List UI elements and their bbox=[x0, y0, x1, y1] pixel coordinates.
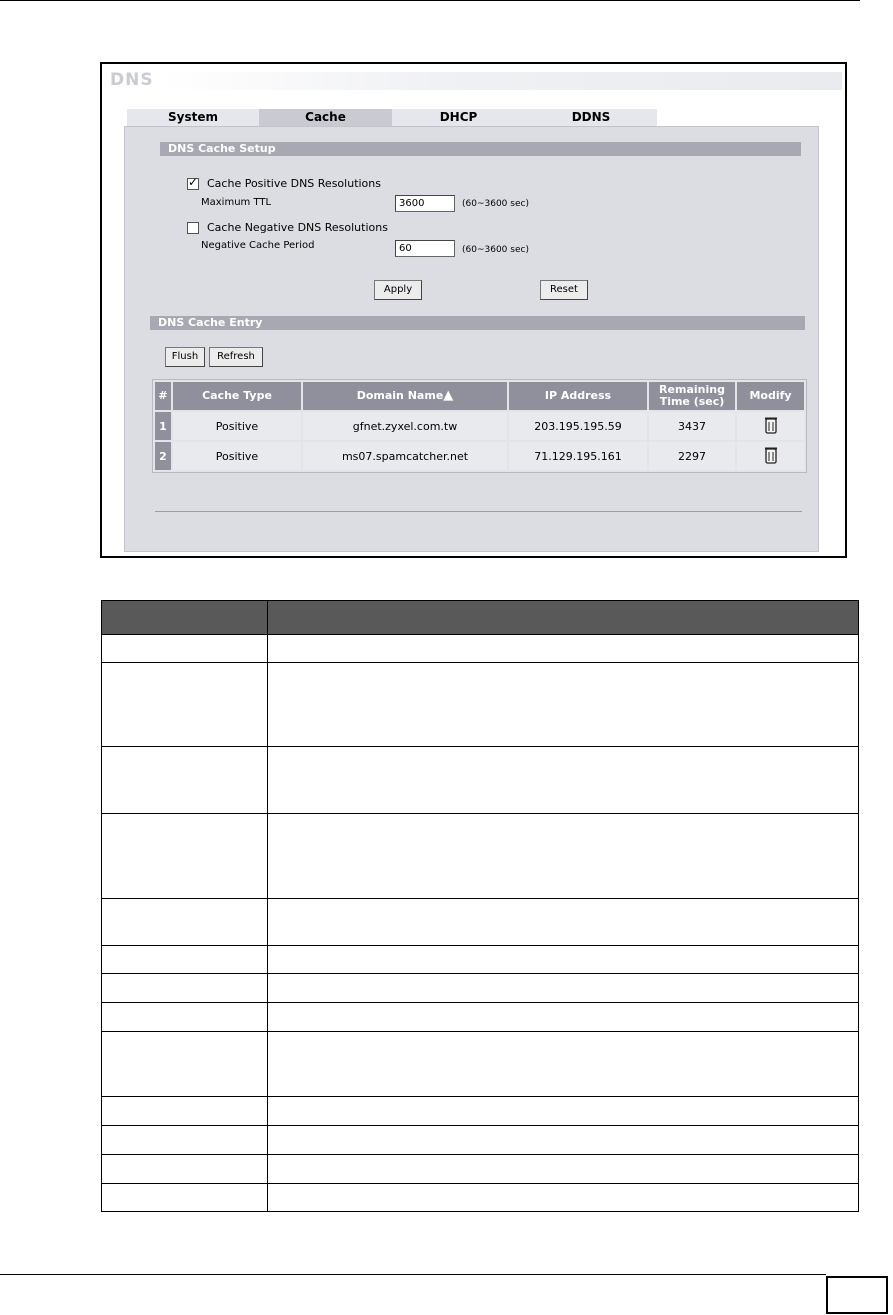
domain-name-cell: ms07.spamcatcher.net bbox=[303, 442, 507, 470]
desc-text-cell bbox=[268, 974, 859, 1003]
panel-divider bbox=[155, 511, 802, 512]
desc-label-cell bbox=[102, 747, 268, 814]
row-index: 1 bbox=[155, 412, 171, 440]
desc-label-cell bbox=[102, 1097, 268, 1126]
flush-button[interactable]: Flush bbox=[165, 347, 205, 367]
desc-row bbox=[102, 1184, 859, 1212]
domain-name-label: Domain Name bbox=[356, 389, 444, 402]
desc-row bbox=[102, 1032, 859, 1097]
desc-header-label bbox=[102, 601, 268, 635]
delete-icon[interactable] bbox=[764, 416, 778, 434]
max-ttl-input[interactable] bbox=[395, 195, 455, 212]
table-row bbox=[155, 412, 804, 440]
col-cache-type-header[interactable]: Cache Type bbox=[173, 382, 301, 410]
footer-rule bbox=[0, 1274, 826, 1275]
col-domain-name-header[interactable] bbox=[303, 382, 507, 410]
reset-button[interactable]: Reset bbox=[540, 280, 588, 300]
desc-row bbox=[102, 899, 859, 946]
screen-title: DNS bbox=[110, 70, 154, 90]
title-banner bbox=[162, 72, 842, 90]
desc-text-cell bbox=[268, 1184, 859, 1212]
max-ttl-range: (60~3600 sec) bbox=[462, 199, 529, 209]
desc-row bbox=[102, 1155, 859, 1184]
desc-text-cell bbox=[268, 635, 859, 663]
modify-cell bbox=[737, 412, 804, 440]
desc-label-cell bbox=[102, 946, 268, 974]
desc-label-cell bbox=[102, 1126, 268, 1155]
desc-row bbox=[102, 814, 859, 899]
remaining-time-cell: 2297 bbox=[649, 442, 735, 470]
cache-panel bbox=[124, 126, 819, 552]
tab-system[interactable]: System bbox=[127, 109, 259, 126]
desc-label-cell bbox=[102, 1003, 268, 1032]
desc-text-cell bbox=[268, 1032, 859, 1097]
negative-period-input[interactable] bbox=[395, 240, 455, 257]
check-mark-icon: ✓ bbox=[188, 175, 199, 189]
desc-row bbox=[102, 635, 859, 663]
tab-ddns[interactable]: DDNS bbox=[525, 109, 657, 126]
desc-header-description bbox=[268, 601, 859, 635]
domain-name-cell: gfnet.zyxel.com.tw bbox=[303, 412, 507, 440]
col-remaining-time-header[interactable] bbox=[649, 382, 735, 410]
desc-row bbox=[102, 663, 859, 747]
tab-bar bbox=[127, 109, 657, 126]
desc-label-cell bbox=[102, 1032, 268, 1097]
col-num-header: # bbox=[155, 382, 171, 410]
desc-label-cell bbox=[102, 974, 268, 1003]
desc-row bbox=[102, 946, 859, 974]
negative-period-label: Negative Cache Period bbox=[201, 240, 315, 251]
cache-positive-label: Cache Positive DNS Resolutions bbox=[207, 177, 381, 190]
desc-text-cell bbox=[268, 663, 859, 747]
desc-row bbox=[102, 974, 859, 1003]
cache-negative-checkbox[interactable] bbox=[187, 222, 199, 234]
desc-text-cell bbox=[268, 1126, 859, 1155]
desc-row bbox=[102, 1126, 859, 1155]
desc-text-cell bbox=[268, 747, 859, 814]
field-description-table bbox=[101, 600, 859, 1212]
col-ip-address-header[interactable]: IP Address bbox=[509, 382, 647, 410]
desc-text-cell bbox=[268, 1155, 859, 1184]
cache-type-cell: Positive bbox=[173, 412, 301, 440]
sort-ascending-icon: ▲ bbox=[443, 388, 454, 403]
desc-header-row bbox=[102, 601, 859, 635]
ip-address-cell: 71.129.195.161 bbox=[509, 442, 647, 470]
desc-row bbox=[102, 1097, 859, 1126]
refresh-button[interactable]: Refresh bbox=[209, 347, 263, 367]
header-rule bbox=[0, 0, 860, 1]
tab-dhcp[interactable]: DHCP bbox=[392, 109, 525, 126]
cache-type-cell: Positive bbox=[173, 442, 301, 470]
apply-button[interactable]: Apply bbox=[374, 280, 422, 300]
ip-address-cell: 203.195.195.59 bbox=[509, 412, 647, 440]
desc-label-cell bbox=[102, 1155, 268, 1184]
desc-label-cell bbox=[102, 814, 268, 899]
desc-text-cell bbox=[268, 946, 859, 974]
cache-positive-checkbox[interactable] bbox=[187, 175, 199, 190]
negative-period-range: (60~3600 sec) bbox=[462, 245, 529, 255]
tab-cache[interactable]: Cache bbox=[259, 109, 392, 126]
desc-label-cell bbox=[102, 899, 268, 946]
desc-row bbox=[102, 747, 859, 814]
row-index: 2 bbox=[155, 442, 171, 470]
delete-icon[interactable] bbox=[764, 446, 778, 464]
remaining-time-cell: 3437 bbox=[649, 412, 735, 440]
page-number-box bbox=[826, 1276, 888, 1314]
desc-label-cell bbox=[102, 663, 268, 747]
dns-screenshot bbox=[100, 62, 847, 558]
table-row bbox=[155, 442, 804, 470]
desc-text-cell bbox=[268, 814, 859, 899]
desc-label-cell bbox=[102, 1184, 268, 1212]
remaining-line2: Time (sec) bbox=[659, 395, 725, 408]
dns-cache-entry-header: DNS Cache Entry bbox=[150, 316, 805, 330]
col-modify-header: Modify bbox=[737, 382, 804, 410]
modify-cell bbox=[737, 442, 804, 470]
desc-row bbox=[102, 1003, 859, 1032]
table-header-row bbox=[155, 382, 804, 410]
max-ttl-label: Maximum TTL bbox=[201, 197, 272, 208]
desc-text-cell bbox=[268, 1097, 859, 1126]
dns-cache-setup-header: DNS Cache Setup bbox=[160, 142, 801, 156]
desc-label-cell bbox=[102, 635, 268, 663]
desc-text-cell bbox=[268, 1003, 859, 1032]
remaining-line1: Remaining bbox=[659, 383, 725, 396]
desc-text-cell bbox=[268, 899, 859, 946]
cache-negative-label: Cache Negative DNS Resolutions bbox=[207, 221, 388, 234]
cache-entry-table bbox=[152, 379, 807, 473]
